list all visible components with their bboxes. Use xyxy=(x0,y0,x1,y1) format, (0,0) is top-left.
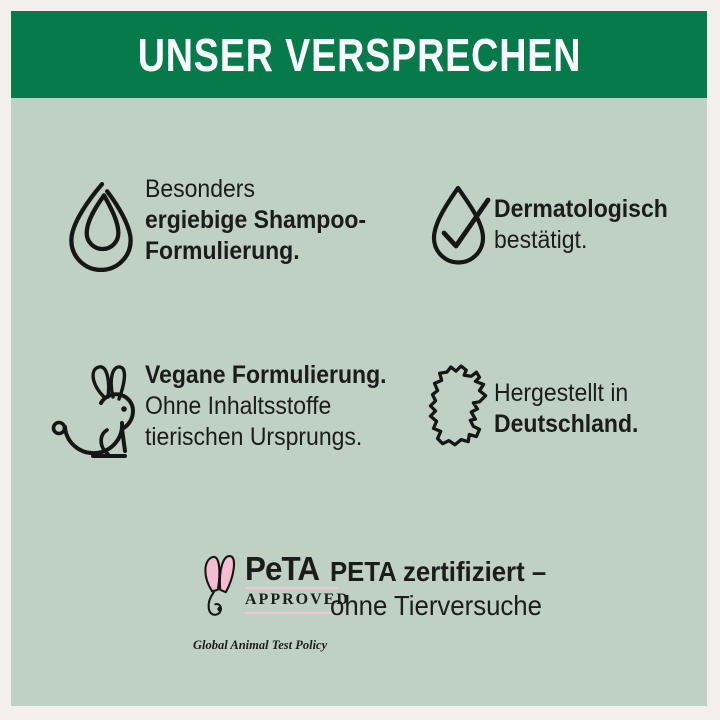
promise-line: Dermatologisch xyxy=(494,195,668,223)
promise-line: Hergestellt in xyxy=(494,379,629,407)
promise-text-2 xyxy=(494,194,668,256)
peta-brand-text: PeTA xyxy=(245,550,320,587)
promise-text-1 xyxy=(145,174,366,267)
peta-claim-line: PETA zertifiziert – xyxy=(330,556,547,587)
promise-line: Formulierung. xyxy=(145,237,300,265)
promise-line: Besonders xyxy=(145,175,255,203)
promise-text-4 xyxy=(494,378,638,440)
water-drop-swirl-icon xyxy=(58,178,144,272)
peta-claim-line: ohne Tierversuche xyxy=(330,590,542,621)
content-panel xyxy=(11,98,707,706)
peta-divider xyxy=(245,612,339,614)
promise-line: ergiebige Shampoo- xyxy=(145,206,367,234)
peta-tagline: Global Animal Test Policy xyxy=(193,638,328,652)
promise-line: bestätigt. xyxy=(494,226,588,254)
peta-bunny-ears-icon xyxy=(193,548,241,634)
rabbit-icon xyxy=(49,364,143,462)
promise-line: Vegane Formulierung. xyxy=(145,361,387,389)
peta-divider xyxy=(245,587,339,589)
promise-text-3 xyxy=(145,360,387,453)
promise-line: tierischen Ursprungs. xyxy=(145,423,363,451)
promise-line: Ohne Inhaltsstoffe xyxy=(145,392,332,420)
header-band xyxy=(11,11,707,98)
promise-line: Deutschland. xyxy=(494,410,639,438)
peta-claim-text xyxy=(330,555,546,623)
germany-map-icon xyxy=(420,364,494,458)
peta-approved-logo xyxy=(193,548,350,653)
peta-approved-text: APPROVED xyxy=(245,591,350,608)
drop-checkmark-icon xyxy=(425,183,501,271)
page-title: UNSER VERSPRECHEN xyxy=(137,28,581,81)
